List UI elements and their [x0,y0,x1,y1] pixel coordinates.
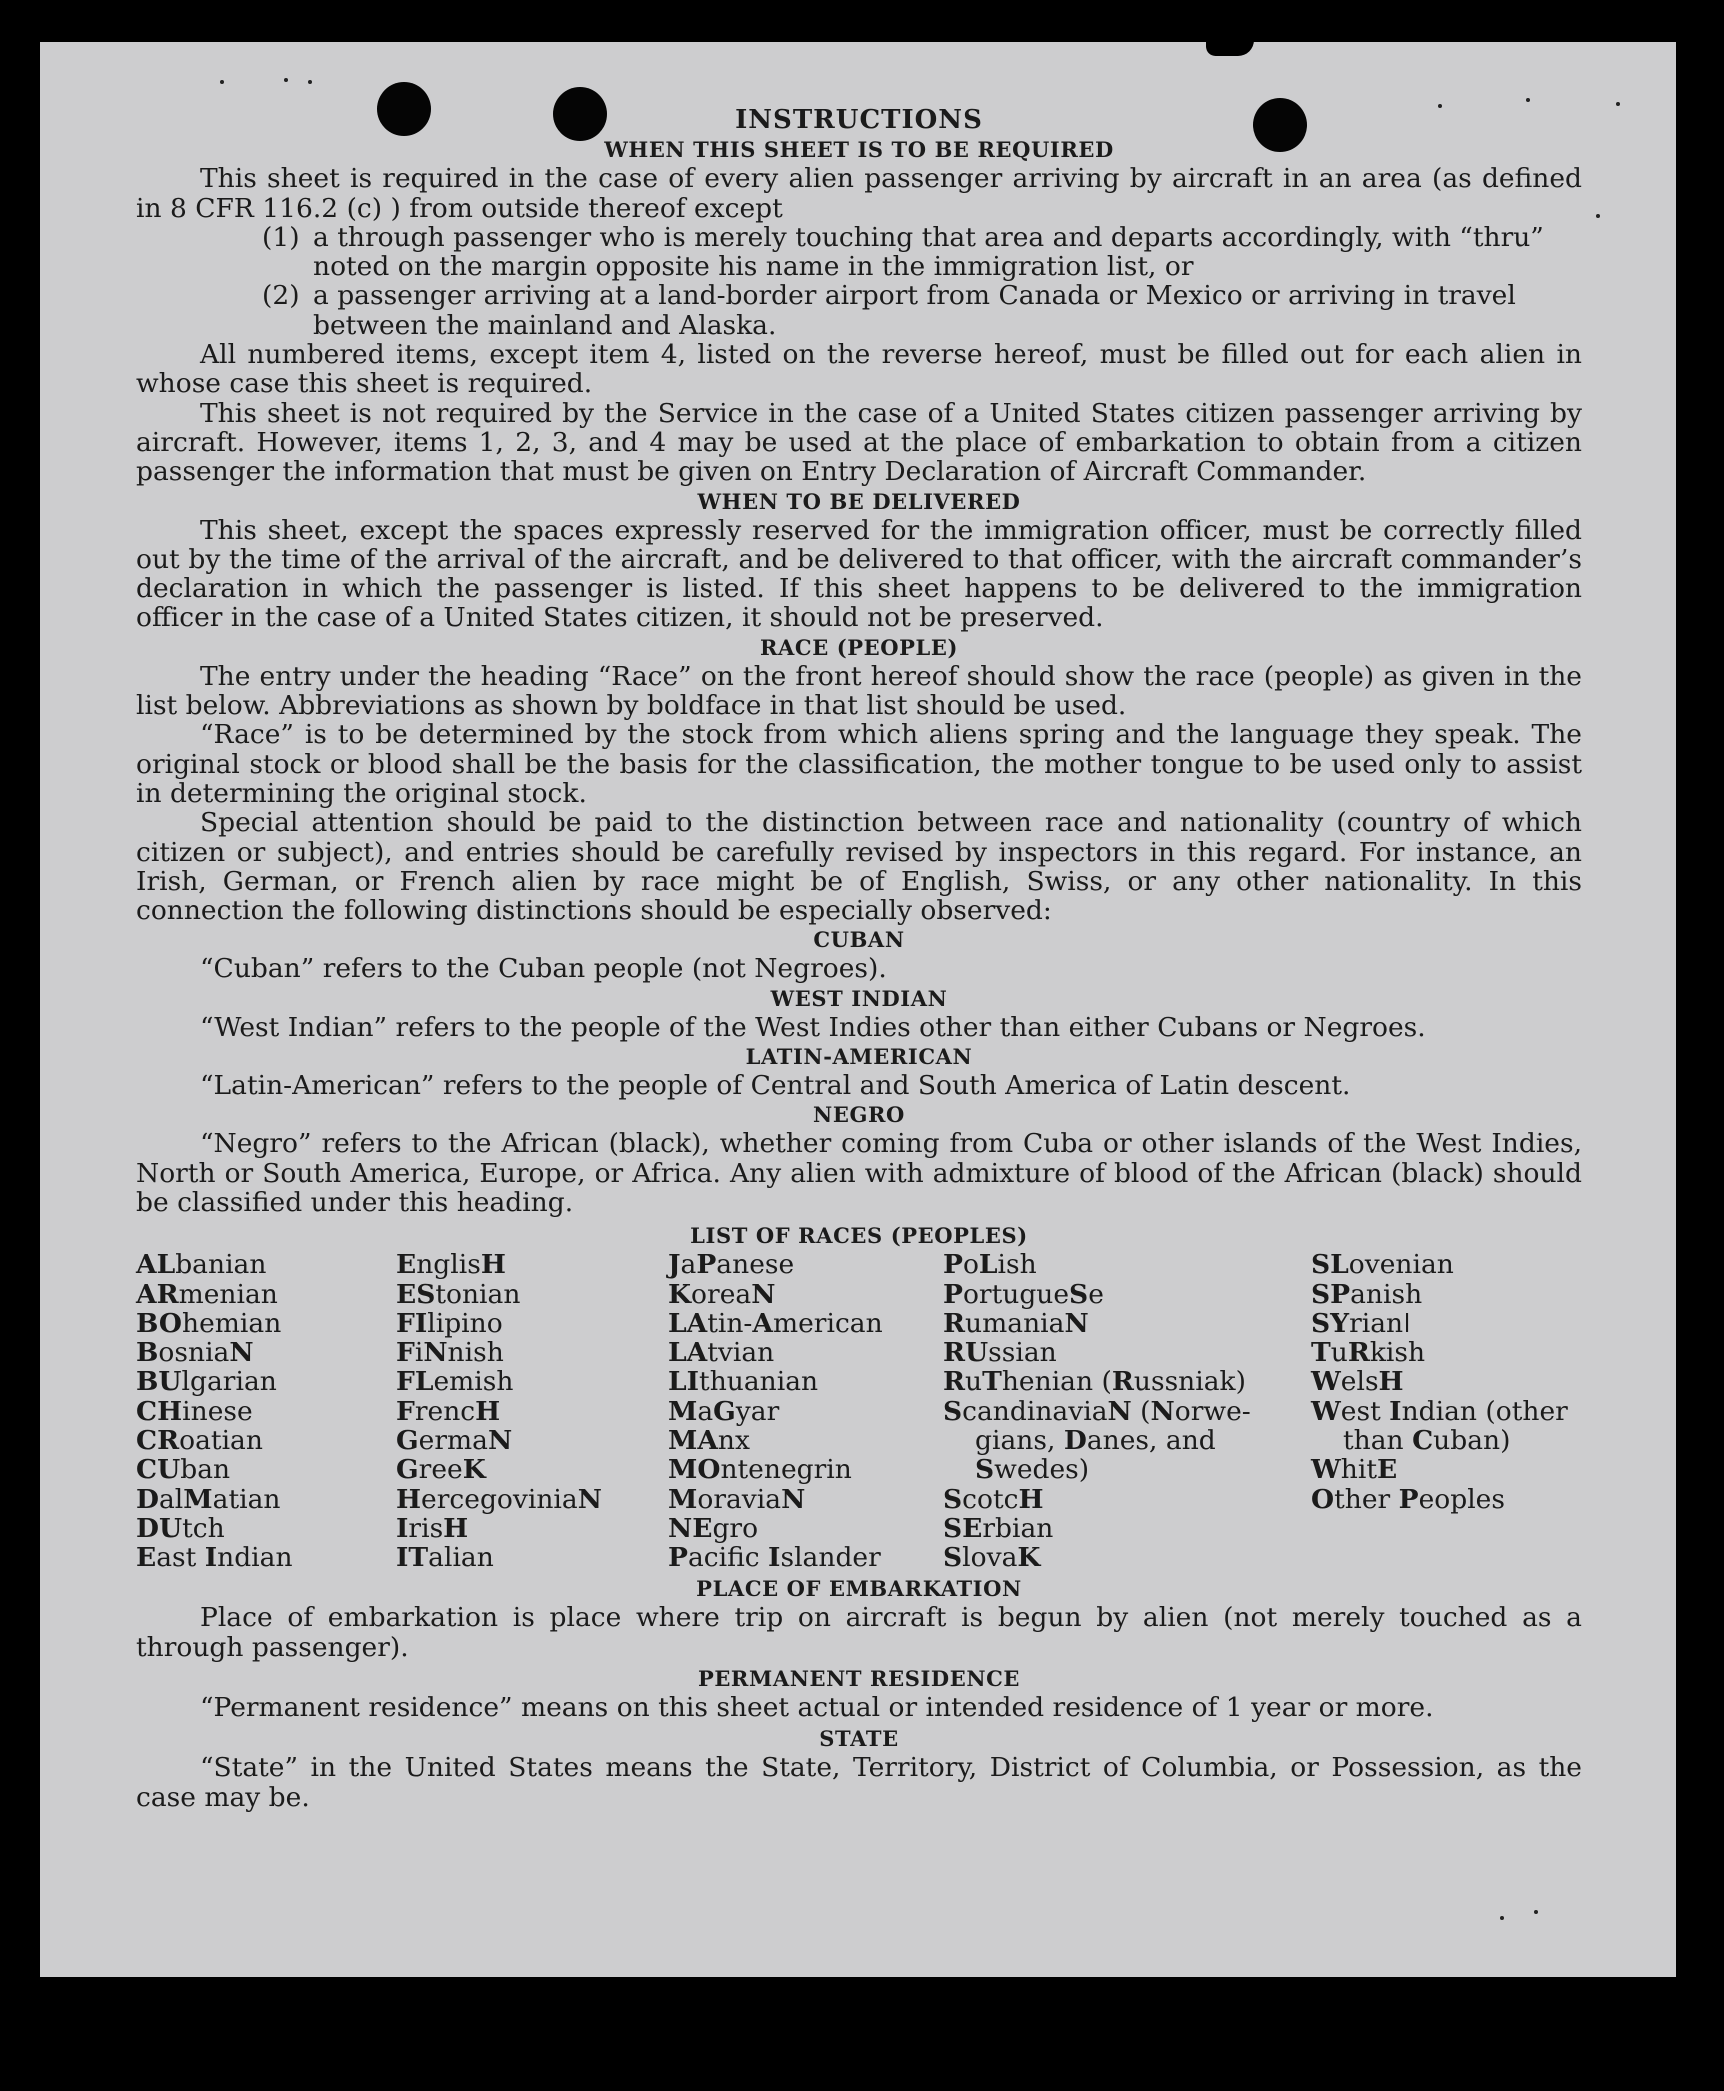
race-entry: EStonian [396,1278,521,1310]
race-entry: RUssian [943,1337,1057,1369]
paragraph: “Negro” refers to the African (black), whether coming from Cuba or other islands of the West Indies, North or South America, Europe, or Africa. Any alien with admixture of blood of the African (black) should be classified under this heading. [136,1128,1582,1218]
race-entry: PoLish [943,1249,1037,1281]
section-heading: PERMANENT RESIDENCE [697,1666,1021,1692]
race-column [943,1250,1311,1572]
race-entry: JaPanese [668,1249,795,1281]
race-entry: LAtin-American [668,1307,883,1339]
paragraph: “Latin-American” refers to the people of Central and South America of Latin descent. [200,1070,1351,1102]
race-entry: SErbian [943,1512,1054,1544]
race-entry: KoreaN [668,1278,776,1310]
race-entry: Other Peoples [1311,1483,1505,1515]
paragraph: This sheet, except the spaces expressly reserved for the immigration officer, must be correctly filled out by the time of the arrival of the aircraft, and be delivered to that officer, with the aircraft commander’s declaration in which the passenger is listed. If this sheet happens to be delivered to the immigration officer in the case of a United States citizen, it should not be preserved. [136,514,1582,634]
race-entry: DalMatian [136,1483,281,1515]
race-entry: SPanish [1311,1278,1423,1310]
race-entry: Pacifc Islander [668,1542,881,1574]
race-entry: WelsH [1311,1366,1404,1398]
race-entry: MaGyar [668,1395,780,1427]
race-entry: BosniaN [136,1337,254,1369]
section-heading: PLACE OF EMBARKATION [696,1576,1022,1602]
race-entry: CUban [136,1454,231,1486]
section-heading: WHEN THIS SHEET IS TO BE REQUIRED [604,137,1114,163]
list-item: (1) a through passenger who is merely touching that area and departs accordingly, with “thru” noted on the margin opposite his name in the immigration list, or [262,221,1544,283]
section-heading: WEST INDIAN [770,985,948,1011]
paragraph: This sheet is required in the case of every alien passenger arriving by aircraft in an area (as defined in 8 CFR 116.2 (c) ) from outside thereof except [136,163,1582,224]
race-entry: ITalian [396,1542,494,1574]
paragraph: This sheet is not required by the Service in the case of a United States citizen passenger arriving by aircraft. However, items 1, 2, 3, and 4 may be used at the place of embarkation to obtain from a citizen passenger the information that must be given on Entry Declaration of Aircraft Commander. [136,397,1582,488]
race-entry: NEgro [668,1512,759,1544]
race-entry: FIlipino [396,1307,503,1339]
race-entry: West Indian (other [1311,1395,1568,1427]
section-heading: CUBAN [813,927,905,953]
race-entry: MAnx [668,1424,750,1456]
section-heading: LIST OF RACES (PEOPLES) [690,1223,1028,1249]
paragraph: “State” in the United States means the State, Territory, District of Columbia, or Possession, as the case may be. [136,1752,1582,1813]
race-entry: PortugueSe [943,1278,1104,1310]
paragraph: Place of embarkation is place where trip on aircraft is begun by alien (not merely touched as a through passenger). [136,1602,1582,1663]
race-entry: FiNnish [396,1337,504,1369]
race-entry: SYrianǀ [1311,1307,1411,1339]
paper-tear [1206,40,1254,56]
document-sheet [40,42,1676,1977]
race-entry: RuThenian (Russniak) [943,1366,1246,1398]
race-entry: SLovenian [1311,1249,1454,1281]
race-list [136,1250,1582,1572]
paragraph: Special attention should be paid to the distinction between race and nationality (country of which citizen or subject), and entries should be carefully revised by inspectors in this regard. For instance, an Irish, German, or French alien by race might be of English, Swiss, or any other nationality. In this connection the following distinctions should be especially observed: [136,807,1582,927]
section-heading: RACE (PEOPLE) [759,634,959,660]
race-entry: East Indian [136,1542,293,1574]
paragraph: “West Indian” refers to the people of the West Indies other than either Cubans or Negroes. [200,1011,1426,1043]
race-entry: BUlgarian [136,1366,277,1398]
instructions-content [136,100,1582,1812]
section-heading: NEGRO [813,1102,905,1128]
section-heading: WHEN TO BE DELIVERED [697,488,1021,514]
race-entry: SlovaK [943,1542,1041,1574]
race-entry: FrencH [396,1395,501,1427]
race-entry: TuRkish [1311,1337,1426,1369]
paragraph: The entry under the heading “Race” on the front hereof should show the race (people) as given in the list below. Abbreviations as shown by boldface in that list should be used. [136,660,1582,722]
page-title: INSTRUCTIONS [735,105,983,135]
paragraph: “Race” is to be determined by the stock from which aliens spring and the language they speak. The original stock or blood shall be the basis for the classification, the mother tongue to be used only to assist in determining the original stock. [136,719,1582,809]
race-entry: gians, Danes, and [975,1424,1216,1456]
race-entry: GreeK [396,1454,486,1486]
race-column [396,1250,668,1572]
paragraph: All numbered items, except item 4, listed on the reverse hereof, must be filled out for each alien in whose case this sheet is required. [136,339,1582,400]
race-entry: ScandinaviaN (Norwe- [943,1395,1251,1427]
paragraph: “Cuban” refers to the Cuban people (not Negroes). [200,953,887,985]
race-entry: HercegoviniaN [396,1483,602,1515]
race-entry: ARmenian [136,1278,278,1310]
race-entry: LIthuanian [668,1366,819,1398]
race-entry: MOntenegrin [668,1454,852,1486]
race-entry: MoraviaN [668,1483,806,1515]
race-entry: IrisH [396,1512,469,1544]
race-column [1311,1250,1582,1572]
race-entry: FLemish [396,1366,514,1398]
race-entry: CHinese [136,1395,253,1427]
race-entry: LAtvian [668,1337,775,1369]
race-entry: WhitE [1311,1454,1398,1486]
section-heading: LATIN-AMERICAN [745,1044,973,1070]
race-entry: than Cuban) [1343,1424,1511,1456]
paragraph: “Permanent residence” means on this sheet actual or intended residence of 1 year or more. [200,1692,1434,1724]
race-column [136,1250,396,1572]
race-entry: ALbanian [136,1249,267,1281]
race-entry: GermaN [396,1424,513,1456]
race-entry: Swedes) [975,1454,1090,1486]
race-column [668,1250,943,1572]
list-item: (2) a passenger arriving at a land-border airport from Canada or Mexico or arriving in travel between the mainland and Alaska. [262,280,1516,341]
race-entry: RumaniaN [943,1307,1089,1339]
race-entry: CRoatian [136,1424,263,1456]
race-entry: EnglisH [396,1249,506,1281]
race-entry: BOhemian [136,1307,282,1339]
race-entry: DUtch [136,1512,225,1544]
section-heading: STATE [819,1726,899,1752]
race-entry: ScotcH [943,1483,1044,1515]
